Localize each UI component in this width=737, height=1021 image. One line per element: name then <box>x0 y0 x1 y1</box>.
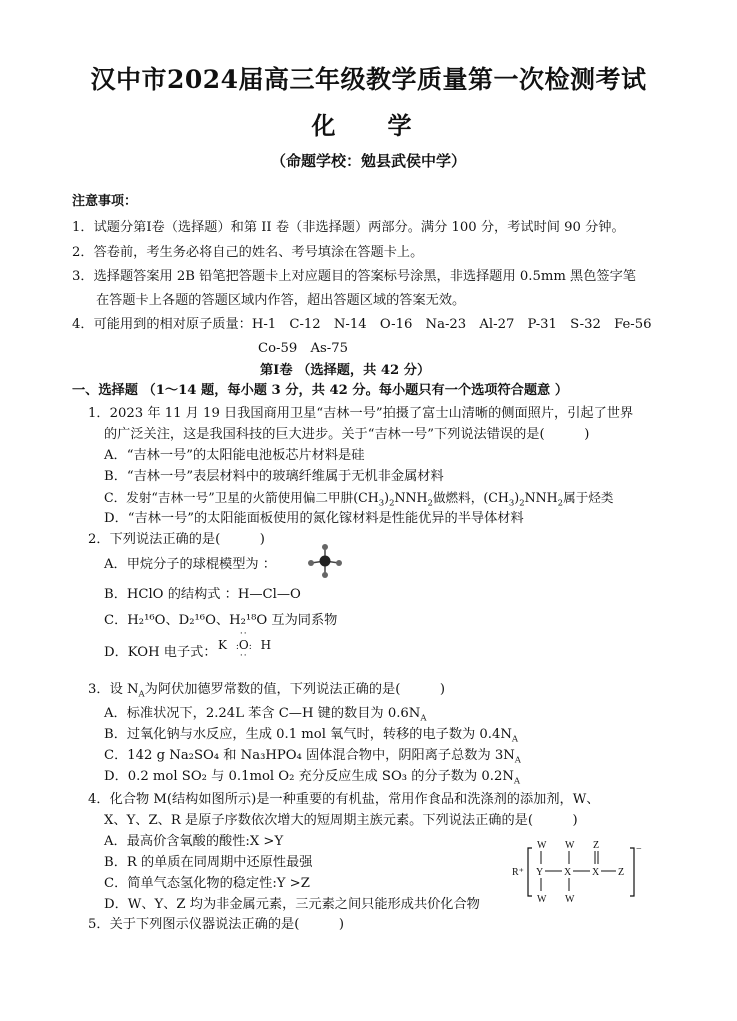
struct-y: Y <box>536 867 544 878</box>
q1-option-d: D．“吉林一号”的太阳能面板使用的氮化镓材料是性能优异的半导体材料 <box>104 511 524 526</box>
q4-option-c: C．简单气态氢化物的稳定性:Y >Z <box>104 876 310 891</box>
compound-m-structure <box>512 838 642 904</box>
q2-option-c: C．H₂¹⁶O、D₂¹⁶O、H₂¹⁸O 互为同系物 <box>104 613 338 628</box>
school-line: （命题学校：勉县武侯中学） <box>270 152 466 170</box>
q4-option-d: D．W、Y、Z 均为非金属元素，三元素之间只能形成共价化合物 <box>104 897 480 912</box>
struct-r: R⁺ <box>512 867 524 878</box>
notice-item-3-cont: 在答题卡上各题的答题区域内作答，超出答题区域的答案无效。 <box>96 293 466 308</box>
q1-stem-2: 的广泛关注，这是我国科技的巨大进步。关于“吉林一号”下列说法错误的是( ) <box>104 427 590 442</box>
struct-z1: Z <box>618 867 625 878</box>
koh-k: K <box>218 638 227 652</box>
notice-heading: 注意事项： <box>72 194 138 209</box>
notice-item-2: 2．答卷前，考生务必将自己的姓名、考号填涂在答题卡上。 <box>72 245 424 260</box>
q4-option-a: A．最高价含氧酸的酸性:X >Y <box>104 834 284 849</box>
part1-heading: 第Ⅰ卷 （选择题，共 42 分） <box>260 363 431 378</box>
q2-option-d: D．KOH 电子式： <box>104 645 217 660</box>
struct-charge: − <box>636 844 642 855</box>
struct-x2: X <box>592 867 600 878</box>
q1-option-b: B．“吉林一号”表层材料中的玻璃纤维属于无机非金属材料 <box>104 469 444 484</box>
q3-stem: 3．设 $N_A$为阿伏加德罗常数的值，下列说法正确的是( ) <box>88 682 446 700</box>
q2-stem: 2．下列说法正确的是( ) <box>88 532 265 547</box>
notice-item-4-cont: Co-59 As-75 <box>258 341 348 356</box>
struct-w-bot1: W <box>537 894 547 904</box>
q3-option-a: A．标准状况下，2.24L 苯含 C—H 键的数目为 $0.6N_A$ <box>104 706 427 724</box>
notice-item-1: 1．试题分第Ⅰ卷（选择题）和第 II 卷（非选择题）两部分。满分 100 分，考试时间 90 分钟。 <box>72 220 625 235</box>
q1-option-c: C．发射“吉林一号”卫星的火箭使用偏二甲肼$(CH_3)_2NNH_2$做燃料，$(CH_3)_2NNH_2$属于烃类 <box>104 490 614 509</box>
section-heading: 一、选择题 （1～14 题，每小题 3 分，共 42 分。每小题只有一个选项符合题意 ） <box>72 383 569 398</box>
q3-option-d: D．0.2 mol SO₂ 与 0.1mol O₂ 充分反应生成 SO₃ 的分子数为 $0.2N_A$ <box>104 769 521 787</box>
notice-item-4: 4．可能用到的相对原子质量：H-1 C-12 N-14 O-16 Na-23 Al-27 P-31 S-32 Fe-56 <box>72 317 652 332</box>
q2-option-b: B．HClO 的结构式 ：H—Cl—O <box>104 587 301 602</box>
exam-title: 汉中市2024届高三年级教学质量第一次检测考试 <box>90 65 647 94</box>
q5-stem: 5．关于下列图示仪器说法正确的是( ) <box>88 917 345 932</box>
koh-o: O <box>238 638 249 652</box>
struct-w-bot2: W <box>565 894 575 904</box>
koh-electron-formula: K ·· ·· :O: H <box>218 629 272 661</box>
q4-option-b: B．R 的单质在同周期中还原性最强 <box>104 855 313 870</box>
struct-z2: Z <box>593 840 600 851</box>
struct-w-top1: W <box>537 840 547 851</box>
struct-x1: X <box>564 867 572 878</box>
q3-option-c: C．142 g Na₂SO₄ 和 Na₃HPO₄ 固体混合物中，阴阳离子总数为 $3N_A$ <box>104 748 521 766</box>
koh-h: H <box>260 638 272 652</box>
q4-stem-1: 4．化合物 M(结构如图所示)是一种重要的有机盐，常用作食品和洗涤剂的添加剂，W、 <box>88 792 600 807</box>
methane-ball-stick-model <box>305 543 345 579</box>
struct-w-top2: W <box>565 840 575 851</box>
q1-stem-1: 1．2023 年 11 月 19 日我国商用卫星“吉林一号”拍摄了富士山清晰的侧面照片，引起了世界 <box>88 406 634 421</box>
subject-title: 化 学 <box>311 111 426 140</box>
notice-item-3: 3．选择题答案用 2B 铅笔把答题卡上对应题目的答案标号涂黑，非选择题用 0.5mm 黑色签字笔 <box>72 269 636 284</box>
q2-option-a: A．甲烷分子的球棍模型为 ： <box>104 557 276 572</box>
q1-option-a: A．“吉林一号”的太阳能电池板芯片材料是硅 <box>104 448 365 463</box>
q4-stem-2: X、Y、Z、R 是原子序数依次增大的短周期主族元素。下列说法正确的是( ) <box>104 813 578 828</box>
q3-option-b: B．过氧化钠与水反应，生成 0.1 mol 氧气时，转移的电子数为 $0.4N_A$ <box>104 727 519 745</box>
